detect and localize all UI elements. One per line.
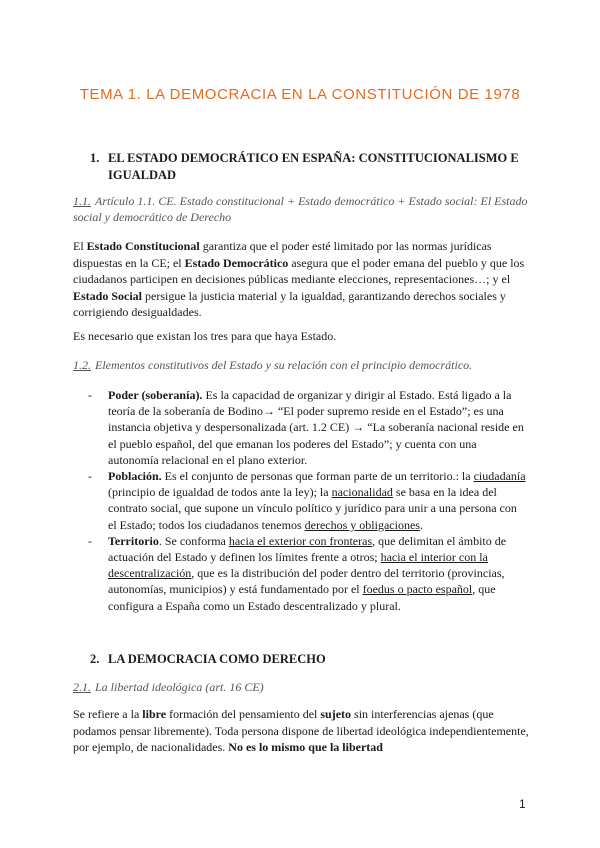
underlined-term: foedus o pacto español xyxy=(362,582,473,597)
paragraph-libertad xyxy=(73,706,531,756)
bold-term: libre xyxy=(142,707,167,721)
bold-term: Poder (soberanía). xyxy=(108,388,203,402)
text-run: . xyxy=(419,517,423,532)
text-run: asegura que el poder emana del pueblo y que los ciudadanos participen en decisiones públicas mediante elecciones, representaciones…; y el xyxy=(73,255,525,286)
page-title: TEMA 1. LA DEMOCRACIA EN LA CONSTITUCIÓN DE 1978 xyxy=(79,86,521,103)
text-run: se basa en la idea del contrato social, que supone un vínculo político y jurídico para unir a una persona con el Estado; todos los ciudadanos tenemos xyxy=(108,485,517,532)
elements-list xyxy=(88,387,528,614)
section-2-number: 2. xyxy=(90,652,100,666)
paragraph-estado xyxy=(73,238,531,321)
subsection-1-1 xyxy=(73,193,533,225)
text-run: Es la capacidad de organizar y dirigir al Estado. Está ligado a la teoría de la soberanía de Bodino→ “El poder supremo reside en el Estado”; es una instancia objetiva y despersonalizada (art. 1.2 CE) → “La soberanía nacional reside en el pueblo español, del que emanan los poderes del Estado”; y cuenta con una autonomía relacional en el plano exterior. xyxy=(108,388,524,467)
text-run: , que delimitan el ámbito de actuación del Estado y definen los límites frente a otros; xyxy=(108,533,507,565)
bold-term: Estado Democrático xyxy=(184,255,289,270)
subsection-1-2-title: Elementos constitutivos del Estado y su relación con el principio democrático. xyxy=(95,358,473,372)
text-run: Es el conjunto de personas que forman parte de un territorio.: la xyxy=(161,469,474,484)
text-run: , que configura a España como un Estado descentralizado y plural. xyxy=(108,582,496,613)
list-item-poblacion xyxy=(88,468,528,533)
section-2-heading xyxy=(92,651,532,668)
dash-marker: - xyxy=(88,469,92,484)
text-run: Se refiere a la xyxy=(73,707,143,721)
bold-term: Territorio xyxy=(108,533,159,548)
text-run: sin interferencias ajenas (que podamos pensar libremente). Toda persona dispone de libertad ideológica independientemente, por ejemplo, de nacionalidades. xyxy=(73,707,529,754)
subsection-1-2 xyxy=(73,357,533,373)
list-item-poder xyxy=(88,387,528,468)
subsection-1-1-number: 1.1. xyxy=(73,194,91,208)
bold-term: Estado Social xyxy=(73,288,143,303)
text-run: formación del pensamiento del xyxy=(166,707,321,721)
list-item-territorio xyxy=(88,533,528,614)
section-2-title: LA DEMOCRACIA COMO DERECHO xyxy=(108,652,326,666)
paragraph-necesario: Es necesario que existan los tres para que haya Estado. xyxy=(73,329,337,343)
subsection-2-1 xyxy=(73,679,533,695)
dash-marker: - xyxy=(88,533,92,548)
section-1-number: 1. xyxy=(90,151,100,165)
bold-term: sujeto xyxy=(320,707,352,721)
text-run: , que es la distribución del poder dentro del territorio (provincias, autonomías, municipios) y está fundamentado por el xyxy=(108,566,505,597)
text-run: . Se conforma xyxy=(158,533,229,548)
subsection-2-1-title: La libertad ideológica (art. 16 CE) xyxy=(95,680,264,694)
underlined-term: derechos y obligaciones xyxy=(304,517,420,532)
text-run: (principio de igualdad de todos ante la ley); la xyxy=(108,485,332,500)
text-run: El xyxy=(73,239,87,253)
bold-term: Estado Constitucional xyxy=(86,239,200,253)
subsection-1-2-number: 1.2. xyxy=(73,358,91,372)
underlined-term: hacia el exterior con fronteras xyxy=(228,533,373,548)
bold-term: No es lo mismo que la libertad xyxy=(228,740,383,754)
dash-marker: - xyxy=(88,388,92,402)
bold-term: Población. xyxy=(108,469,162,484)
text-run: garantiza que el poder esté limitado por las normas jurídicas dispuestas en la CE; el xyxy=(73,239,492,270)
section-1-heading xyxy=(92,150,532,184)
section-1-title: EL ESTADO DEMOCRÁTICO EN ESPAÑA: CONSTITUCIONALISMO E IGUALDAD xyxy=(108,151,519,182)
underlined-term: nacionalidad xyxy=(331,485,393,500)
subsection-1-1-title: Artículo 1.1. CE. Estado constitucional + Estado democrático + Estado social: El Estado social y democrático de Derecho xyxy=(73,194,528,224)
underlined-term: hacia el interior con la descentralización xyxy=(108,550,488,581)
text-run: persigue la justicia material y la igualdad, garantizando derechos sociales y corrigiendo desigualdades. xyxy=(73,288,506,319)
underlined-term: ciudadanía xyxy=(473,469,526,484)
subsection-2-1-number: 2.1. xyxy=(73,680,91,694)
page-number: 1 xyxy=(519,797,526,811)
